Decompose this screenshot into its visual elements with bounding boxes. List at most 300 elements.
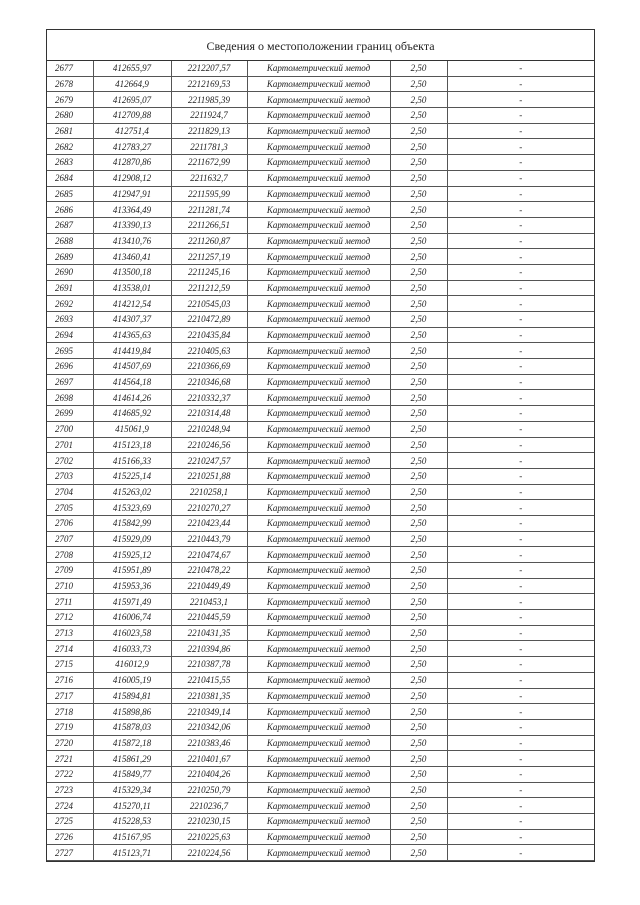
point-number-cell: 2678	[47, 76, 93, 92]
description-cell: -	[447, 359, 594, 375]
point-number-cell: 2686	[47, 202, 93, 218]
coord-x-cell: 416005,19	[93, 672, 171, 688]
point-number-cell: 2725	[47, 814, 93, 830]
method-cell: Картометрический метод	[247, 500, 390, 516]
point-number-cell: 2687	[47, 217, 93, 233]
description-cell: -	[447, 155, 594, 171]
table-row	[47, 594, 594, 610]
precision-cell: 2,50	[390, 123, 447, 139]
table-row	[47, 563, 594, 579]
method-cell: Картометрический метод	[247, 814, 390, 830]
point-number-cell: 2704	[47, 484, 93, 500]
coord-x-cell: 415263,02	[93, 484, 171, 500]
point-number-cell: 2693	[47, 312, 93, 328]
coord-y-cell: 2211260,87	[171, 233, 247, 249]
table-row	[47, 359, 594, 375]
precision-cell: 2,50	[390, 280, 447, 296]
precision-cell: 2,50	[390, 845, 447, 861]
precision-cell: 2,50	[390, 814, 447, 830]
description-cell: -	[447, 421, 594, 437]
precision-cell: 2,50	[390, 735, 447, 751]
description-cell: -	[447, 814, 594, 830]
coord-y-cell: 2210478,22	[171, 563, 247, 579]
method-cell: Картометрический метод	[247, 766, 390, 782]
precision-cell: 2,50	[390, 704, 447, 720]
point-number-cell: 2698	[47, 390, 93, 406]
coord-x-cell: 412655,97	[93, 61, 171, 76]
description-cell: -	[447, 845, 594, 861]
precision-cell: 2,50	[390, 610, 447, 626]
method-cell: Картометрический метод	[247, 327, 390, 343]
coord-y-cell: 2210224,56	[171, 845, 247, 861]
precision-cell: 2,50	[390, 578, 447, 594]
coord-y-cell: 2210251,88	[171, 468, 247, 484]
point-number-cell: 2695	[47, 343, 93, 359]
coord-x-cell: 415925,12	[93, 547, 171, 563]
coord-y-cell: 2210387,78	[171, 657, 247, 673]
coord-y-cell: 2211595,99	[171, 186, 247, 202]
description-cell: -	[447, 453, 594, 469]
description-cell: -	[447, 202, 594, 218]
description-cell: -	[447, 296, 594, 312]
coord-x-cell: 414212,54	[93, 296, 171, 312]
table-row	[47, 421, 594, 437]
point-number-cell: 2697	[47, 374, 93, 390]
method-cell: Картометрический метод	[247, 374, 390, 390]
coord-x-cell: 415898,86	[93, 704, 171, 720]
coord-x-cell: 416033,73	[93, 641, 171, 657]
method-cell: Картометрический метод	[247, 484, 390, 500]
description-cell: -	[447, 264, 594, 280]
table-row	[47, 390, 594, 406]
point-number-cell: 2727	[47, 845, 93, 861]
table-row	[47, 735, 594, 751]
point-number-cell: 2708	[47, 547, 93, 563]
table-row	[47, 500, 594, 516]
precision-cell: 2,50	[390, 186, 447, 202]
coord-y-cell: 2210246,56	[171, 437, 247, 453]
point-number-cell: 2691	[47, 280, 93, 296]
table-row	[47, 108, 594, 124]
coord-y-cell: 2211829,13	[171, 123, 247, 139]
table-row	[47, 327, 594, 343]
precision-cell: 2,50	[390, 563, 447, 579]
description-cell: -	[447, 437, 594, 453]
point-number-cell: 2726	[47, 829, 93, 845]
precision-cell: 2,50	[390, 531, 447, 547]
method-cell: Картометрический метод	[247, 170, 390, 186]
coord-x-cell: 415166,33	[93, 453, 171, 469]
method-cell: Картометрический метод	[247, 704, 390, 720]
precision-cell: 2,50	[390, 688, 447, 704]
description-cell: -	[447, 578, 594, 594]
method-cell: Картометрический метод	[247, 751, 390, 767]
table-row	[47, 155, 594, 171]
coord-y-cell: 2212169,53	[171, 76, 247, 92]
table-title: Сведения о местоположении границ объекта	[47, 30, 594, 61]
coord-x-cell: 415878,03	[93, 719, 171, 735]
method-cell: Картометрический метод	[247, 217, 390, 233]
method-cell: Картометрический метод	[247, 672, 390, 688]
coord-x-cell: 415861,29	[93, 751, 171, 767]
coord-x-cell: 414507,69	[93, 359, 171, 375]
point-number-cell: 2700	[47, 421, 93, 437]
precision-cell: 2,50	[390, 343, 447, 359]
coord-x-cell: 414614,26	[93, 390, 171, 406]
precision-cell: 2,50	[390, 327, 447, 343]
coord-y-cell: 2210270,27	[171, 500, 247, 516]
coord-x-cell: 412870,86	[93, 155, 171, 171]
point-number-cell: 2719	[47, 719, 93, 735]
point-number-cell: 2706	[47, 515, 93, 531]
description-cell: -	[447, 233, 594, 249]
coord-y-cell: 2210423,44	[171, 515, 247, 531]
description-cell: -	[447, 500, 594, 516]
coord-x-cell: 415323,69	[93, 500, 171, 516]
method-cell: Картометрический метод	[247, 108, 390, 124]
point-number-cell: 2720	[47, 735, 93, 751]
coord-y-cell: 2211257,19	[171, 249, 247, 265]
table-row	[47, 343, 594, 359]
coord-x-cell: 412709,88	[93, 108, 171, 124]
table-row	[47, 61, 594, 76]
method-cell: Картометрический метод	[247, 296, 390, 312]
method-cell: Картометрический метод	[247, 233, 390, 249]
method-cell: Картометрический метод	[247, 688, 390, 704]
description-cell: -	[447, 641, 594, 657]
coord-y-cell: 2211672,99	[171, 155, 247, 171]
coord-y-cell: 2210415,55	[171, 672, 247, 688]
method-cell: Картометрический метод	[247, 829, 390, 845]
method-cell: Картометрический метод	[247, 76, 390, 92]
coord-y-cell: 2210401,67	[171, 751, 247, 767]
precision-cell: 2,50	[390, 76, 447, 92]
boundary-table-sheet	[46, 29, 595, 862]
precision-cell: 2,50	[390, 359, 447, 375]
precision-cell: 2,50	[390, 390, 447, 406]
coord-y-cell: 2210445,59	[171, 610, 247, 626]
coord-y-cell: 2211281,74	[171, 202, 247, 218]
description-cell: -	[447, 76, 594, 92]
description-cell: -	[447, 406, 594, 422]
method-cell: Картометрический метод	[247, 735, 390, 751]
method-cell: Картометрический метод	[247, 719, 390, 735]
table-body	[47, 61, 594, 861]
point-number-cell: 2723	[47, 782, 93, 798]
point-number-cell: 2709	[47, 563, 93, 579]
point-number-cell: 2702	[47, 453, 93, 469]
method-cell: Картометрический метод	[247, 798, 390, 814]
table-row	[47, 123, 594, 139]
precision-cell: 2,50	[390, 374, 447, 390]
description-cell: -	[447, 735, 594, 751]
description-cell: -	[447, 108, 594, 124]
method-cell: Картометрический метод	[247, 515, 390, 531]
method-cell: Картометрический метод	[247, 264, 390, 280]
coord-y-cell: 2211212,59	[171, 280, 247, 296]
description-cell: -	[447, 61, 594, 76]
coord-y-cell: 2210394,86	[171, 641, 247, 657]
precision-cell: 2,50	[390, 264, 447, 280]
description-cell: -	[447, 751, 594, 767]
precision-cell: 2,50	[390, 782, 447, 798]
coord-x-cell: 413364,49	[93, 202, 171, 218]
table-row	[47, 139, 594, 155]
precision-cell: 2,50	[390, 594, 447, 610]
coord-y-cell: 2210248,94	[171, 421, 247, 437]
coord-y-cell: 2210472,89	[171, 312, 247, 328]
method-cell: Картометрический метод	[247, 139, 390, 155]
point-number-cell: 2690	[47, 264, 93, 280]
precision-cell: 2,50	[390, 155, 447, 171]
coord-x-cell: 415167,95	[93, 829, 171, 845]
table-row	[47, 610, 594, 626]
coord-x-cell: 414564,18	[93, 374, 171, 390]
table-row	[47, 170, 594, 186]
precision-cell: 2,50	[390, 672, 447, 688]
method-cell: Картометрический метод	[247, 421, 390, 437]
coord-y-cell: 2210247,57	[171, 453, 247, 469]
description-cell: -	[447, 515, 594, 531]
table-row	[47, 766, 594, 782]
description-cell: -	[447, 390, 594, 406]
coord-x-cell: 415329,34	[93, 782, 171, 798]
method-cell: Картометрический метод	[247, 782, 390, 798]
precision-cell: 2,50	[390, 547, 447, 563]
precision-cell: 2,50	[390, 233, 447, 249]
point-number-cell: 2680	[47, 108, 93, 124]
method-cell: Картометрический метод	[247, 312, 390, 328]
coord-x-cell: 414419,84	[93, 343, 171, 359]
coord-y-cell: 2211924,7	[171, 108, 247, 124]
table-row	[47, 437, 594, 453]
description-cell: -	[447, 704, 594, 720]
precision-cell: 2,50	[390, 217, 447, 233]
coord-y-cell: 2211266,51	[171, 217, 247, 233]
coord-y-cell: 2210453,1	[171, 594, 247, 610]
point-number-cell: 2722	[47, 766, 93, 782]
table-row	[47, 186, 594, 202]
method-cell: Картометрический метод	[247, 249, 390, 265]
coord-x-cell: 413390,13	[93, 217, 171, 233]
description-cell: -	[447, 249, 594, 265]
coord-x-cell: 414365,63	[93, 327, 171, 343]
point-number-cell: 2679	[47, 92, 93, 108]
coord-x-cell: 412695,07	[93, 92, 171, 108]
coord-y-cell: 2210405,63	[171, 343, 247, 359]
coord-x-cell: 415842,99	[93, 515, 171, 531]
coord-x-cell: 412783,27	[93, 139, 171, 155]
point-number-cell: 2714	[47, 641, 93, 657]
point-number-cell: 2683	[47, 155, 93, 171]
table-row	[47, 296, 594, 312]
coord-x-cell: 415971,49	[93, 594, 171, 610]
point-number-cell: 2692	[47, 296, 93, 312]
method-cell: Картометрический метод	[247, 406, 390, 422]
coord-y-cell: 2210332,37	[171, 390, 247, 406]
description-cell: -	[447, 766, 594, 782]
method-cell: Картометрический метод	[247, 610, 390, 626]
point-number-cell: 2721	[47, 751, 93, 767]
coord-y-cell: 2210443,79	[171, 531, 247, 547]
coord-x-cell: 416012,9	[93, 657, 171, 673]
table-row	[47, 202, 594, 218]
table-row	[47, 814, 594, 830]
description-cell: -	[447, 327, 594, 343]
description-cell: -	[447, 217, 594, 233]
coord-y-cell: 2210431,35	[171, 625, 247, 641]
description-cell: -	[447, 798, 594, 814]
coord-x-cell: 413500,18	[93, 264, 171, 280]
precision-cell: 2,50	[390, 92, 447, 108]
method-cell: Картометрический метод	[247, 123, 390, 139]
method-cell: Картометрический метод	[247, 453, 390, 469]
precision-cell: 2,50	[390, 108, 447, 124]
coord-y-cell: 2210381,35	[171, 688, 247, 704]
table-row	[47, 578, 594, 594]
coord-y-cell: 2210342,06	[171, 719, 247, 735]
coord-x-cell: 415228,53	[93, 814, 171, 830]
table-row	[47, 515, 594, 531]
table-row	[47, 484, 594, 500]
method-cell: Картометрический метод	[247, 390, 390, 406]
method-cell: Картометрический метод	[247, 186, 390, 202]
coord-x-cell: 414685,92	[93, 406, 171, 422]
precision-cell: 2,50	[390, 202, 447, 218]
precision-cell: 2,50	[390, 406, 447, 422]
point-number-cell: 2694	[47, 327, 93, 343]
description-cell: -	[447, 688, 594, 704]
coord-x-cell: 413410,76	[93, 233, 171, 249]
coord-y-cell: 2210225,63	[171, 829, 247, 845]
point-number-cell: 2705	[47, 500, 93, 516]
coord-y-cell: 2210314,48	[171, 406, 247, 422]
precision-cell: 2,50	[390, 625, 447, 641]
precision-cell: 2,50	[390, 798, 447, 814]
coord-x-cell: 415953,36	[93, 578, 171, 594]
precision-cell: 2,50	[390, 437, 447, 453]
description-cell: -	[447, 672, 594, 688]
coord-y-cell: 2210404,26	[171, 766, 247, 782]
description-cell: -	[447, 563, 594, 579]
coord-x-cell: 415849,77	[93, 766, 171, 782]
table-row	[47, 217, 594, 233]
point-number-cell: 2696	[47, 359, 93, 375]
coord-x-cell: 415225,14	[93, 468, 171, 484]
description-cell: -	[447, 139, 594, 155]
method-cell: Картометрический метод	[247, 845, 390, 861]
coord-x-cell: 416006,74	[93, 610, 171, 626]
point-number-cell: 2717	[47, 688, 93, 704]
table-row	[47, 374, 594, 390]
coord-x-cell: 416023,58	[93, 625, 171, 641]
method-cell: Картометрический метод	[247, 547, 390, 563]
point-number-cell: 2689	[47, 249, 93, 265]
precision-cell: 2,50	[390, 61, 447, 76]
point-number-cell: 2685	[47, 186, 93, 202]
method-cell: Картометрический метод	[247, 563, 390, 579]
table-row	[47, 719, 594, 735]
method-cell: Картометрический метод	[247, 578, 390, 594]
description-cell: -	[447, 657, 594, 673]
point-number-cell: 2701	[47, 437, 93, 453]
coord-x-cell: 415123,18	[93, 437, 171, 453]
precision-cell: 2,50	[390, 139, 447, 155]
precision-cell: 2,50	[390, 296, 447, 312]
precision-cell: 2,50	[390, 249, 447, 265]
coord-y-cell: 2210236,7	[171, 798, 247, 814]
precision-cell: 2,50	[390, 312, 447, 328]
description-cell: -	[447, 186, 594, 202]
coord-y-cell: 2211245,16	[171, 264, 247, 280]
description-cell: -	[447, 625, 594, 641]
description-cell: -	[447, 374, 594, 390]
point-number-cell: 2699	[47, 406, 93, 422]
precision-cell: 2,50	[390, 657, 447, 673]
method-cell: Картометрический метод	[247, 625, 390, 641]
table-row	[47, 92, 594, 108]
point-number-cell: 2715	[47, 657, 93, 673]
coord-y-cell: 2210435,84	[171, 327, 247, 343]
table-row	[47, 249, 594, 265]
table-row	[47, 625, 594, 641]
point-number-cell: 2682	[47, 139, 93, 155]
description-cell: -	[447, 719, 594, 735]
coord-x-cell: 412908,12	[93, 170, 171, 186]
point-number-cell: 2718	[47, 704, 93, 720]
description-cell: -	[447, 280, 594, 296]
method-cell: Картометрический метод	[247, 641, 390, 657]
coord-x-cell: 412947,91	[93, 186, 171, 202]
coord-x-cell: 413538,01	[93, 280, 171, 296]
precision-cell: 2,50	[390, 453, 447, 469]
table-row	[47, 672, 594, 688]
table-row	[47, 704, 594, 720]
coord-x-cell: 412751,4	[93, 123, 171, 139]
point-number-cell: 2703	[47, 468, 93, 484]
coord-y-cell: 2210346,68	[171, 374, 247, 390]
coord-y-cell: 2210449,49	[171, 578, 247, 594]
coordinates-table	[47, 61, 594, 861]
precision-cell: 2,50	[390, 829, 447, 845]
point-number-cell: 2710	[47, 578, 93, 594]
description-cell: -	[447, 343, 594, 359]
table-row	[47, 657, 594, 673]
coord-y-cell: 2210230,15	[171, 814, 247, 830]
coord-x-cell: 415872,18	[93, 735, 171, 751]
coord-y-cell: 2210258,1	[171, 484, 247, 500]
coord-y-cell: 2210366,69	[171, 359, 247, 375]
table-row	[47, 751, 594, 767]
coord-y-cell: 2210474,67	[171, 547, 247, 563]
table-row	[47, 233, 594, 249]
precision-cell: 2,50	[390, 719, 447, 735]
point-number-cell: 2712	[47, 610, 93, 626]
coord-y-cell: 2212207,57	[171, 61, 247, 76]
point-number-cell: 2724	[47, 798, 93, 814]
method-cell: Картометрический метод	[247, 657, 390, 673]
coord-x-cell: 415951,89	[93, 563, 171, 579]
point-number-cell: 2707	[47, 531, 93, 547]
table-row	[47, 280, 594, 296]
table-row	[47, 845, 594, 861]
table-row	[47, 453, 594, 469]
method-cell: Картометрический метод	[247, 92, 390, 108]
table-row	[47, 312, 594, 328]
coord-y-cell: 2211632,7	[171, 170, 247, 186]
method-cell: Картометрический метод	[247, 280, 390, 296]
coord-x-cell: 415270,11	[93, 798, 171, 814]
